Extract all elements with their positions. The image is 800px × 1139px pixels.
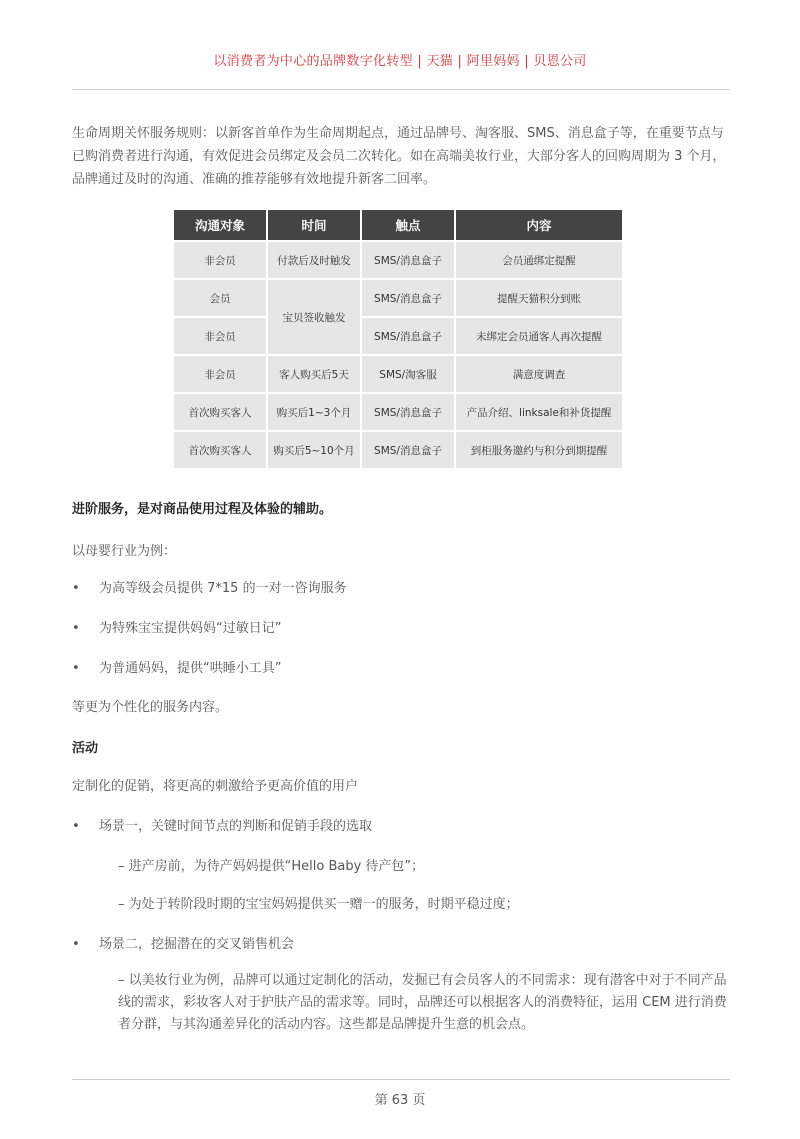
cell-content: 会员通绑定提醒 [456, 242, 622, 278]
cell-channel: SMS/消息盒子 [362, 242, 454, 278]
cell-target: 会员 [174, 280, 266, 316]
cell-content: 到柜服务邀约与积分到期提醒 [456, 432, 622, 468]
table-row [174, 356, 622, 392]
scene-one-text: 场景一，关键时间节点的判断和促销手段的选取 [99, 819, 373, 834]
table-row [174, 432, 622, 468]
bullet-icon: • [72, 661, 80, 676]
activity-heading: 活动 [72, 741, 99, 756]
cell-content: 提醒天猫积分到账 [456, 280, 622, 316]
list-item [72, 577, 347, 596]
cell-target: 非会员 [174, 356, 266, 392]
bullet-icon: • [72, 937, 80, 952]
advanced-closing-text: 等更为个性化的服务内容。 [72, 700, 229, 715]
cell-channel: SMS/淘客服 [362, 356, 454, 392]
cell-channel: SMS/消息盒子 [362, 318, 454, 354]
cell-target: 非会员 [174, 242, 266, 278]
table-row [174, 394, 622, 430]
cell-channel: SMS/消息盒子 [362, 432, 454, 468]
bullet-icon: • [72, 819, 80, 834]
scene-two-sub-paragraph: – 以美妆行业为例，品牌可以通过定制化的活动，发掘已有会员客人的不同需求：现有潜客中对于不同产品线的需求，彩妆客人对于护肤产品的需求等。同时，品牌还可以根据客人的消费特征，运用 CEM 进行消费者分群，与其沟通差异化的活动内容。这些都是品牌提升生意的机会点。 [118, 973, 727, 1032]
list-item [72, 657, 281, 676]
list-item [72, 815, 372, 834]
bullet-text: 为高等级会员提供 7*15 的一对一咨询服务 [99, 581, 347, 596]
cell-target: 首次购买客人 [174, 432, 266, 468]
scene-one-sub-item: – 进产房前，为待产妈妈提供“Hello Baby 待产包”； [118, 859, 425, 874]
cell-time: 付款后及时触发 [268, 242, 360, 278]
scene-two-text: 场景二，挖掘潜在的交叉销售机会 [99, 937, 295, 952]
page-number: 第 63 页 [374, 1093, 426, 1108]
col-header-channel: 触点 [362, 210, 454, 240]
cell-channel: SMS/消息盒子 [362, 394, 454, 430]
service-table [172, 208, 624, 470]
cell-time: 客人购买后5天 [268, 356, 360, 392]
bullet-icon: • [72, 581, 80, 596]
advanced-service-heading: 进阶服务，是对商品使用过程及体验的辅助。 [72, 502, 333, 517]
advanced-example-text: 以母婴行业为例： [72, 544, 177, 559]
bullet-icon: • [72, 621, 80, 636]
cell-target: 非会员 [174, 318, 266, 354]
intro-paragraph: 生命周期关怀服务规则：以新客首单作为生命周期起点，通过品牌号、淘客服、SMS、消息盒子等，在重要节点与已购消费者进行沟通，有效促进会员绑定及会员二次转化。如在高端美妆行业，大部分客人的回购周期为 3 个月，品牌通过及时的沟通、准确的推荐能够有效地提升新客二回率。 [72, 126, 726, 187]
cell-channel: SMS/消息盒子 [362, 280, 454, 316]
col-header-time: 时间 [268, 210, 360, 240]
cell-target: 首次购买客人 [174, 394, 266, 430]
table-header-row [174, 210, 622, 240]
scene-one-sub-item: – 为处于转阶段时期的宝宝妈妈提供买一赠一的服务，时期平稳过度； [118, 897, 519, 912]
cell-time: 购买后1~3个月 [268, 394, 360, 430]
header-divider [72, 89, 730, 90]
cell-time: 购买后5~10个月 [268, 432, 360, 468]
bullet-text: 为普通妈妈，提供“哄睡小工具” [99, 661, 282, 676]
cell-time: 宝贝签收触发 [268, 280, 360, 354]
footer-divider [72, 1079, 730, 1080]
table-row [174, 318, 622, 354]
running-header: 以消费者为中心的品牌数字化转型 | 天猫 | 阿里妈妈 | 贝恩公司 [213, 54, 587, 69]
table-row [174, 280, 622, 316]
activity-intro-text: 定制化的促销，将更高的刺激给予更高价值的用户 [72, 779, 359, 794]
table-row [174, 242, 622, 278]
bullet-text: 为特殊宝宝提供妈妈“过敏日记” [99, 621, 282, 636]
list-item [72, 933, 294, 952]
cell-content: 满意度调查 [456, 356, 622, 392]
col-header-target: 沟通对象 [174, 210, 266, 240]
col-header-content: 内容 [456, 210, 622, 240]
list-item [72, 617, 281, 636]
cell-content: 产品介绍、linksale和补货提醒 [456, 394, 622, 430]
cell-content: 未绑定会员通客人再次提醒 [456, 318, 622, 354]
